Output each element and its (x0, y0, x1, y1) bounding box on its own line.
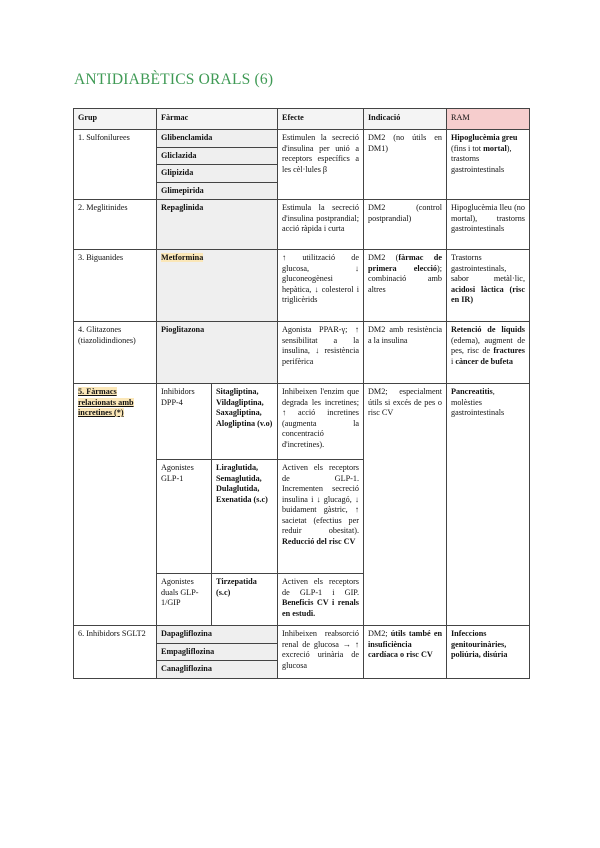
grup-cell: 2. Meglitinides (74, 200, 157, 250)
drug-cell: Glipizida (157, 165, 278, 183)
table-row (74, 200, 530, 250)
header-farmac: Fàrmac (157, 109, 278, 130)
efecte-cell: Inhibeixen reabsorció renal de glucosa → ↑ excreció urinària de glucosa (278, 626, 364, 679)
indicacio-cell: DM2 (control postprandial) (364, 200, 447, 250)
drug-cell: Glibenclamida (157, 130, 278, 148)
grup-cell: 3. Biguanides (74, 250, 157, 322)
header-indicacio: Indicació (364, 109, 447, 130)
efecte-cell: ↑ utilització de glucosa, ↓ gluconeogènesi hepàtica, ↓ colesterol i triglicèrids (278, 250, 364, 322)
table-row (74, 626, 530, 644)
table-row (74, 322, 530, 384)
table-row (74, 250, 530, 322)
indicacio-cell: DM2 (fàrmac de primera elecció); combinació amb altres (364, 250, 447, 322)
ram-cell: Hipoglucèmia greu (fins i tot mortal), trastorns gastrointestinals (447, 130, 530, 200)
indicacio-cell: DM2; útils també en insuficiència cardíaca o risc CV (364, 626, 447, 679)
indicacio-cell: DM2 amb resistència a la insulina (364, 322, 447, 384)
header-ram: RAM (447, 109, 530, 130)
efecte-cell: Inhibeixen l'enzim que degrada les incretines; ↑ acció incretines (augmenta la concentració d'incretines). (278, 384, 364, 460)
ram-cell: Hipoglucèmia lleu (no mortal), trastorns gastrointestinals (447, 200, 530, 250)
drug-cell: Sitagliptina, Vildagliptina, Saxagliptina, Alogliptina (v.o) (212, 384, 278, 460)
drug-cell: Glimepirida (157, 182, 278, 200)
subgroup-cell: Agonistes duals GLP-1/GIP (157, 574, 212, 626)
drug-cell: Tirzepatida (s.c) (212, 574, 278, 626)
header-grup: Grup (74, 109, 157, 130)
ram-cell: Retenció de líquids (edema), augment de pes, risc de fractures i càncer de bufeta (447, 322, 530, 384)
page-title: ANTIDIABÈTICS ORALS (6) (74, 71, 274, 88)
drug-cell: Gliclazida (157, 147, 278, 165)
drug-cell: Pioglitazona (157, 322, 278, 384)
drug-cell: Metformina (157, 250, 278, 322)
table-row (74, 384, 530, 460)
efecte-cell: Agonista PPAR-γ; ↑ sensibilitat a la insulina, ↓ resistència perifèrica (278, 322, 364, 384)
grup-cell: 6. Inhibidors SGLT2 (74, 626, 157, 679)
drug-cell: Repaglinida (157, 200, 278, 250)
grup-cell: 1. Sulfonilurees (74, 130, 157, 200)
indicacio-cell: DM2 (no útils en DM1) (364, 130, 447, 200)
header-efecte: Efecte (278, 109, 364, 130)
efecte-cell: Estimula la secreció d'insulina postprandial; acció ràpida i curta (278, 200, 364, 250)
efecte-cell: Activen els receptors de GLP-1 i GIP. Beneficis CV i renals en estudi. (278, 574, 364, 626)
header-row (74, 109, 530, 130)
subgroup-cell: Agonistes GLP-1 (157, 460, 212, 574)
efecte-cell: Estimulen la secreció d'insulina per unió a receptors específics a les cèl·lules β (278, 130, 364, 200)
drug-cell: Empagliflozina (157, 643, 278, 661)
drug-cell: Liraglutida, Semaglutida, Dulaglutida, Exenatida (s.c) (212, 460, 278, 574)
indicacio-cell: DM2; especialment útils si excés de pes o risc CV (364, 384, 447, 626)
ram-cell: Trastorns gastrointestinals, sabor metàl·lic, acidosi làctica (risc en IR) (447, 250, 530, 322)
drug-cell: Dapagliflozina (157, 626, 278, 644)
grup-cell: 4. Glitazones (tiazolidindiones) (74, 322, 157, 384)
efecte-cell: Activen els receptors de GLP-1. Incrementen secreció insulina i ↓ glucagó, ↓ buidament gàstric, ↑ sacietat (efectius per reduir obesitat). Reducció del risc CV (278, 460, 364, 574)
ram-cell: Pancreatitis, molèsties gastrointestinals (447, 384, 530, 626)
ram-cell: Infeccions genitourinàries, poliúria, disúria (447, 626, 530, 679)
antidiabetics-table (73, 108, 530, 679)
table-row (74, 130, 530, 148)
grup-cell: 5. Fàrmacs relacionats amb incretines (*) (74, 384, 157, 626)
subgroup-cell: Inhibidors DPP-4 (157, 384, 212, 460)
drug-cell: Canagliflozina (157, 661, 278, 679)
